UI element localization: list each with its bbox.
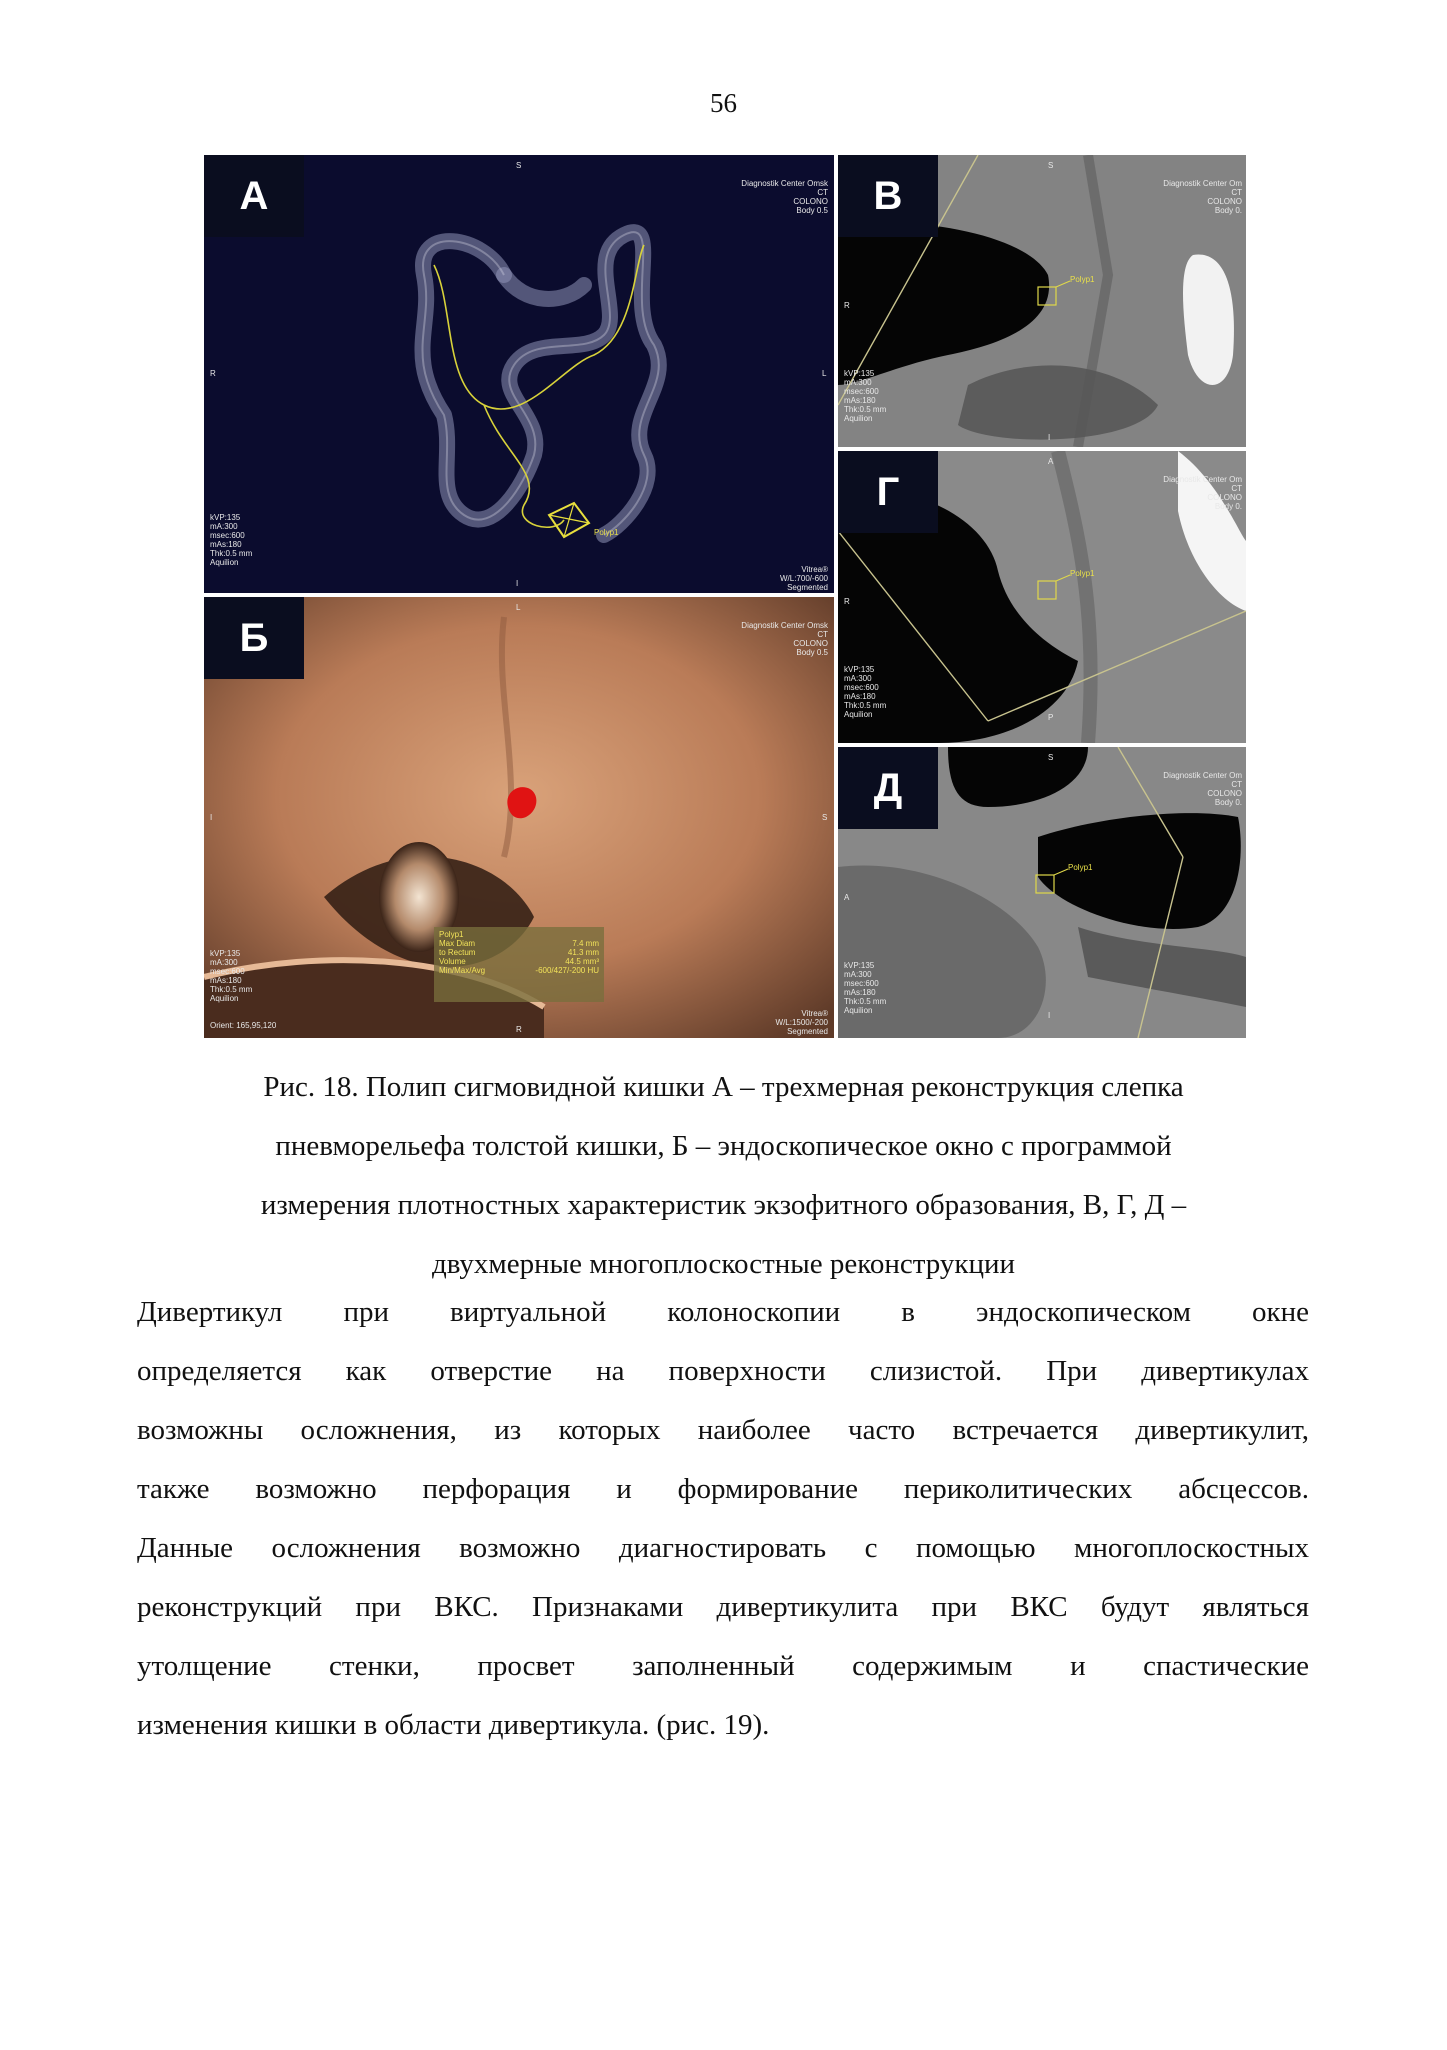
measurement-row: Min/Max/Avg -600/427/-200 HU <box>439 966 599 975</box>
header-info: Diagnostik Center Omsk CT COLONO Body 0.5 <box>741 179 828 215</box>
measurement-title: Polyp1 <box>439 930 464 939</box>
polyp-label: Polyp1 <box>1070 569 1095 578</box>
panel-g-ct-slice <box>838 451 1246 743</box>
paragraph-line: Дивертикул при виртуальной колоноскопии в эндоскопическом окне <box>137 1296 1309 1328</box>
caption-line: двухмерные многоплоскостные реконструкции <box>431 1248 1016 1280</box>
scan-params: kVP:135 mA:300 msec:600 mAs:180 Thk:0.5 mm Aquilion <box>210 513 253 567</box>
panel-d-label: Д <box>838 747 938 829</box>
orientation-top: A <box>1048 457 1054 466</box>
caption-line: пневморельефа толстой кишки, Б – эндоскопическое окно с программой <box>275 1130 1172 1162</box>
orientation-right: S <box>822 813 828 822</box>
header-info: Diagnostik Center Om CT COLONO Body 0. <box>1163 179 1242 215</box>
paragraph-line: определяется как отверстие на поверхности слизистой. При дивертикулах <box>137 1355 1309 1387</box>
panel-v-ct-slice <box>838 155 1246 447</box>
orientation-bottom: I <box>1048 1011 1051 1020</box>
measurement-panel <box>434 927 604 1002</box>
paragraph-line: также возможно перфорация и формирование периколитических абсцессов. <box>137 1473 1309 1505</box>
polyp-label: Polyp1 <box>1070 275 1095 284</box>
body-paragraph <box>137 1283 1309 1755</box>
paragraph-line: реконструкций при ВКС. Признаками дивертикулита при ВКС будут являться <box>137 1591 1309 1623</box>
panel-g-label: Г <box>838 451 938 533</box>
header-info: Diagnostik Center Omsk CT COLONO Body 0.5 <box>741 621 828 657</box>
orientation-left: R <box>844 301 850 310</box>
polyp-label: Polyp1 <box>594 528 619 537</box>
panel-d-ct-slice <box>838 747 1246 1038</box>
scan-params: kVP:135 mA:300 msec:600 mAs:180 Thk:0.5 mm Aquilion <box>844 369 887 423</box>
figure-caption <box>140 1058 1307 1294</box>
scan-params: kVP:135 mA:300 msec:600 mAs:180 Thk:0.5 mm Aquilion <box>844 665 887 719</box>
orientation-right: L <box>822 369 827 378</box>
figure-18 <box>204 155 1246 1038</box>
measurement-row: Volume 44.5 mm³ <box>439 957 599 966</box>
paragraph-line: Данные осложнения возможно диагностировать с помощью многоплоскостных <box>137 1532 1309 1564</box>
polyp-marker-3d <box>549 503 589 537</box>
panel-b-label: Б <box>204 597 304 679</box>
paragraph-line: утолщение стенки, просвет заполненный содержимым и спастические <box>137 1650 1309 1682</box>
render-info: Vitrea® W/L:1500/-200 Segmented <box>775 1009 828 1036</box>
panel-a-3d-reconstruction <box>204 155 834 593</box>
orientation-left: I <box>210 813 213 822</box>
render-info: Vitrea® W/L:700/-600 Segmented <box>779 565 828 592</box>
measurement-row: Max Diam 7.4 mm <box>439 939 599 948</box>
orientation-left: A <box>844 893 850 902</box>
orientation-top: S <box>516 161 522 170</box>
header-info: Diagnostik Center Om CT COLONO Body 0. <box>1163 475 1242 511</box>
polyp-label: Polyp1 <box>1068 863 1093 872</box>
caption-line: измерения плотностных характеристик экзофитного образования, В, Г, Д – <box>260 1189 1187 1221</box>
orientation-top: S <box>1048 161 1054 170</box>
panel-a-label: А <box>204 155 304 237</box>
orientation-bottom: P <box>1048 713 1054 722</box>
paragraph-line: изменения кишки в области дивертикула. (рис. 19). <box>137 1709 770 1741</box>
orientation-bottom: I <box>516 579 519 588</box>
page-number: 56 <box>710 88 737 118</box>
scan-params: kVP:135 mA:300 msec:600 mAs:180 Thk:0.5 mm Aquilion <box>844 961 887 1015</box>
paragraph-line: возможны осложнения, из которых наиболее часто встречается дивертикулит, <box>137 1414 1309 1446</box>
orientation-left: R <box>844 597 850 606</box>
scan-params: kVP:135 mA:300 msec:600 mAs:180 Thk:0.5 mm Aquilion Orient: 165,95,120 <box>210 949 277 1030</box>
caption-line: Рис. 18. Полип сигмовидной кишки А – трехмерная реконструкция слепка <box>263 1071 1184 1103</box>
orientation-bottom: I <box>1048 433 1051 442</box>
orientation-top: L <box>516 603 521 612</box>
panel-b-endoscopic-view <box>204 597 834 1038</box>
orientation-bottom: R <box>516 1025 522 1034</box>
measurement-row: to Rectum 41.3 mm <box>439 948 599 957</box>
orientation-top: S <box>1048 753 1054 762</box>
orientation-left: R <box>210 369 216 378</box>
header-info: Diagnostik Center Om CT COLONO Body 0. <box>1163 771 1242 807</box>
panel-v-label: В <box>838 155 938 237</box>
